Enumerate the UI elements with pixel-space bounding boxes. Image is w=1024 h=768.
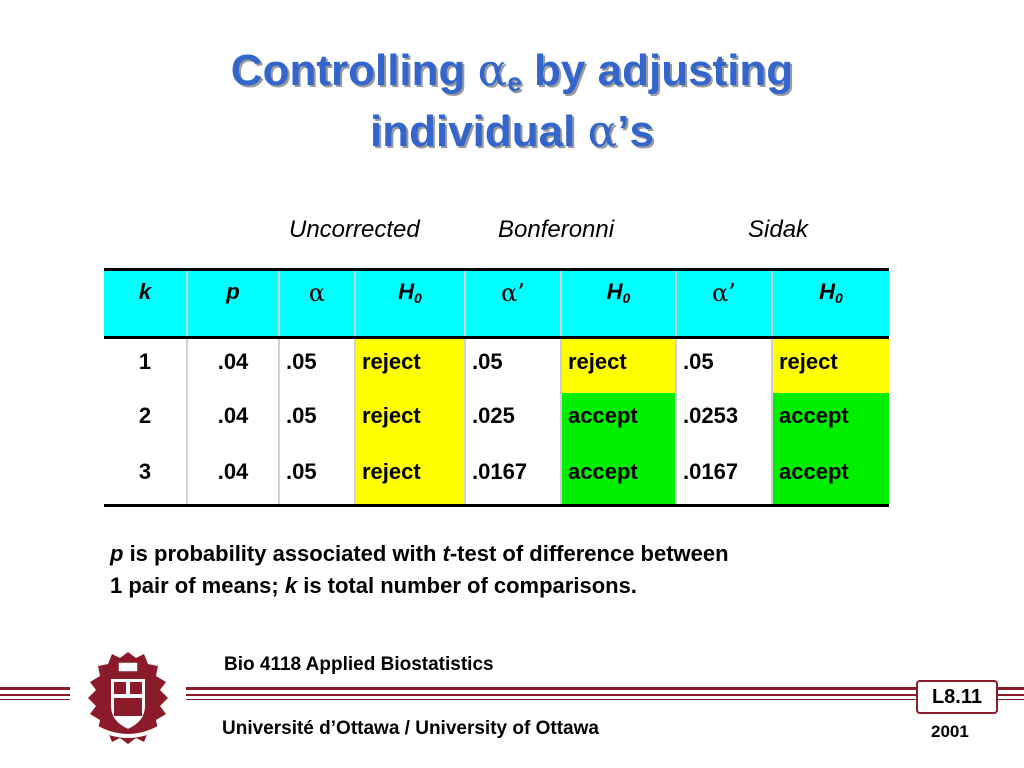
h0-subscript: 0 xyxy=(835,290,843,306)
cell-k: 2 xyxy=(138,403,152,428)
university-name: Université d’Ottawa / University of Ottawa xyxy=(222,718,599,739)
university-crest-icon xyxy=(78,648,178,748)
cell-alpha-bonferroni: .0167 xyxy=(465,449,561,505)
title-alpha: α xyxy=(477,45,508,96)
table-row xyxy=(104,393,889,449)
header-spacer-cell xyxy=(355,307,465,337)
title-alpha: α xyxy=(587,106,618,157)
h0-subscript: 0 xyxy=(622,290,631,306)
footer-line-left xyxy=(0,687,70,690)
header-spacer-cell xyxy=(561,307,676,337)
header-k: k xyxy=(104,270,187,308)
title-text: ’s xyxy=(617,107,654,156)
cell-alpha: .05 xyxy=(279,393,355,449)
header-spacer-cell xyxy=(104,307,187,337)
cell-p: .04 xyxy=(187,337,279,393)
footer-line-right xyxy=(996,699,1024,700)
footnote-t: t xyxy=(442,541,450,566)
cell-alpha-bonferroni: .025 xyxy=(465,393,561,449)
header-spacer-cell xyxy=(772,307,889,337)
cell-h0-sidak: reject xyxy=(772,337,889,393)
table-header-row xyxy=(104,270,889,308)
title-text: individual xyxy=(370,107,588,156)
header-alpha: α xyxy=(279,270,355,308)
title-line-1 xyxy=(0,46,1024,107)
title-text: by adjusting xyxy=(521,46,794,95)
h0-subscript: 0 xyxy=(414,290,422,306)
header-p: p xyxy=(187,270,279,308)
header-spacer-cell xyxy=(279,307,355,337)
header-spacer-cell xyxy=(187,307,279,337)
cell-alpha-sidak: .0167 xyxy=(676,449,772,505)
cell-h0-uncorrected: reject xyxy=(355,449,465,505)
header-spacer-cell xyxy=(676,307,772,337)
cell-h0-bonferroni: accept xyxy=(561,449,676,505)
method-header-uncorrected: Uncorrected xyxy=(289,216,420,243)
cell-h0-sidak: accept xyxy=(772,449,889,505)
method-header-bonferroni: Bonferonni xyxy=(498,216,615,243)
header-alpha-prime-sidak: α’ xyxy=(676,270,772,308)
footer-line-right xyxy=(996,687,1024,690)
cell-p: .04 xyxy=(187,449,279,505)
footer-line-left xyxy=(0,699,70,700)
footer-line-right xyxy=(996,694,1024,696)
footnote-text: is total number of comparisons. xyxy=(297,573,637,598)
footnote-text: is probability associated with xyxy=(123,541,443,566)
footnote-text: 1 pair of means; xyxy=(110,573,285,598)
cell-alpha-bonferroni: .05 xyxy=(465,337,561,393)
cell-k: 1 xyxy=(138,348,152,374)
table-header-spacer xyxy=(104,307,889,337)
footnote-k: k xyxy=(284,573,298,598)
header-alpha-prime-bonferroni: α’ xyxy=(465,270,561,308)
footer-line-main xyxy=(186,699,916,700)
method-header-sidak: Sidak xyxy=(748,216,809,243)
cell-h0-bonferroni: accept xyxy=(561,393,676,449)
cell-h0-sidak: accept xyxy=(772,393,889,449)
cell-h0-uncorrected: reject xyxy=(355,393,465,449)
cell-alpha: .05 xyxy=(279,449,355,505)
h0-letter: H xyxy=(819,279,836,304)
cell-h0-uncorrected: reject xyxy=(355,337,465,393)
table-row xyxy=(104,337,889,393)
footnote-p: p xyxy=(110,541,124,566)
h0-letter: H xyxy=(398,279,415,304)
slide-year: 2001 xyxy=(931,722,969,741)
slide-title xyxy=(0,46,1024,157)
h0-letter: H xyxy=(606,279,623,304)
course-name: Bio 4118 Applied Biostatistics xyxy=(224,654,494,675)
footer-line-left xyxy=(0,694,70,696)
cell-alpha: .05 xyxy=(279,337,355,393)
cell-alpha-sidak: .0253 xyxy=(676,393,772,449)
cell-k: 3 xyxy=(104,449,187,505)
footnote-text: -test of difference between xyxy=(449,541,729,566)
cell-h0-bonferroni: reject xyxy=(561,337,676,393)
title-line-2 xyxy=(0,107,1024,157)
header-h0-bonferroni xyxy=(561,270,676,308)
slide-number: L8.11 xyxy=(916,680,998,714)
table-row xyxy=(104,449,889,505)
cell-p: .04 xyxy=(187,393,279,449)
cell-alpha-sidak: .05 xyxy=(676,337,772,393)
footer-line-main xyxy=(186,687,916,690)
title-subscript: e xyxy=(507,67,522,97)
footnote xyxy=(110,538,930,602)
header-h0-uncorrected xyxy=(355,270,465,308)
footer-line-main xyxy=(186,694,916,696)
header-spacer-cell xyxy=(465,307,561,337)
title-text: Controlling xyxy=(230,46,478,95)
comparison-table xyxy=(104,268,889,507)
header-h0-sidak xyxy=(772,270,889,308)
